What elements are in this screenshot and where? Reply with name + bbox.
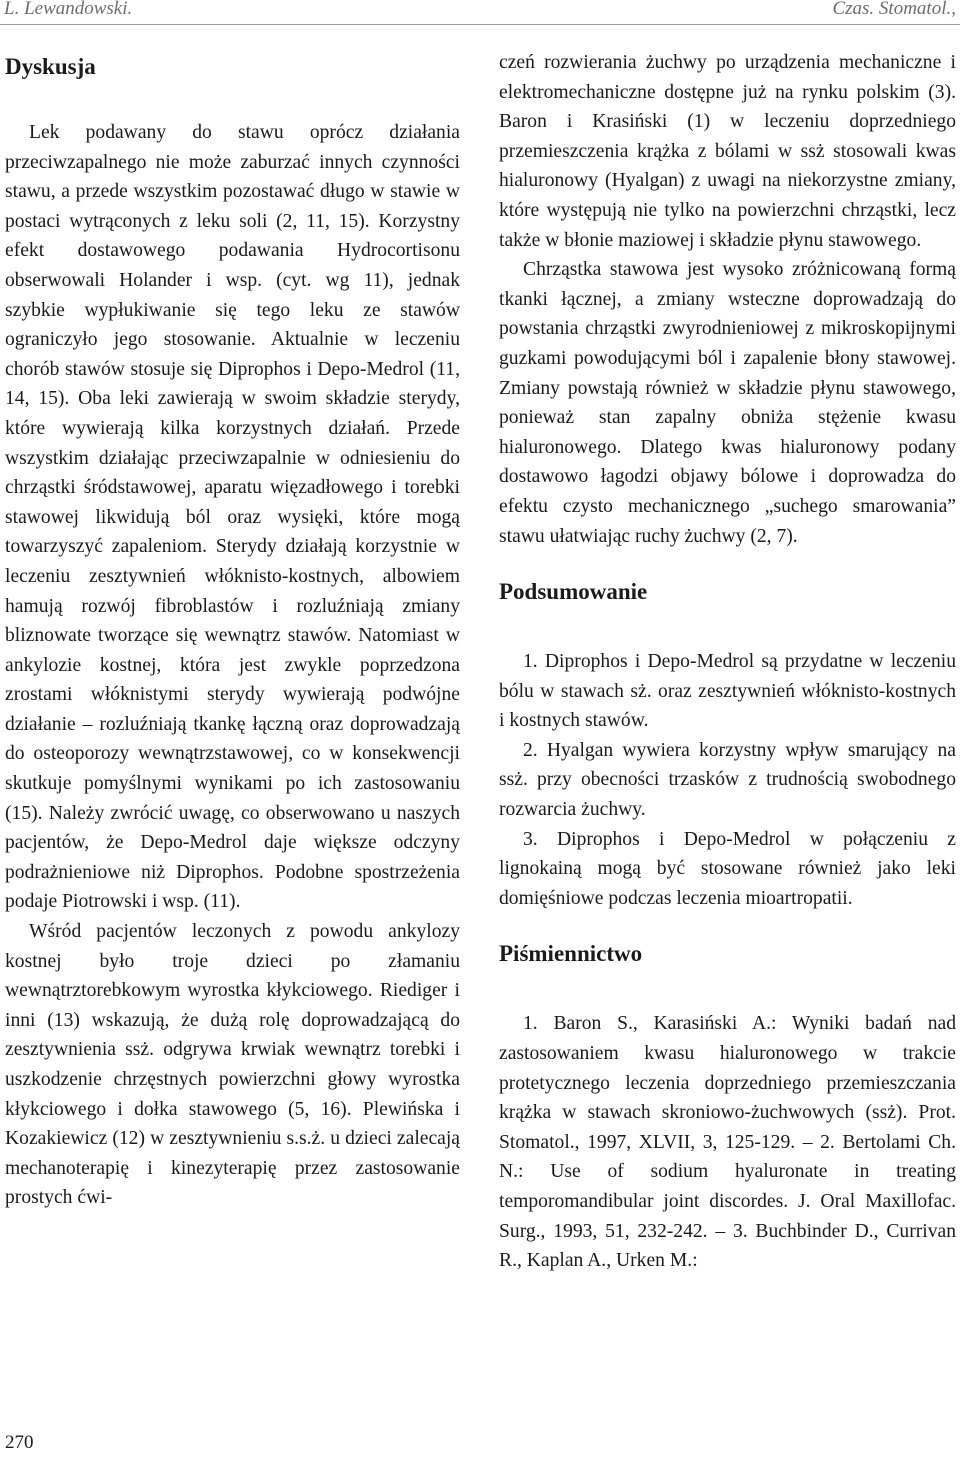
summary-item-2: 2. Hyalgan wywiera korzystny wpływ smarujący na ssż. przy obecności trzasków z trudnością swobodnego rozwarcia żuchwy. <box>499 739 956 821</box>
discussion-paragraph-3: Chrząstka stawowa jest wysoko zróżnicowaną formą tkanki łącznej, a zmiany wsteczne doprowadzają do powstania chrząstki zwyrodnieniowej z mikroskopijnymi guzkami powodującymi ból i zapalenie błony stawowej. Zmiany powstają również w składzie płynu stawowego, ponieważ stan zapalny obniża stężenie kwasu hialuronowego. Dlatego kwas hialuronowy podany dostawowo łagodzi objawy bólowe i doprowadza do efektu czysto mechanicznego „suchego smarowania” stawu ułatwiając ruchy żuchwy (2, 7). <box>499 259 956 547</box>
discussion-paragraph-1: Lek podawany do stawu oprócz działania przeciwzapalnego nie może zaburzać innych czynności stawu, a przede wszystkim pozostawać długo w stawie w postaci wytrąconych z leku soli (2, 11, 15). Korzystny efekt dostawowego podawania Hydrocortisonu obserwowali Holander i wsp. (cyt. wg 11), jednak szybkie wypłukiwanie się tego leku ze stawów ograniczyło jego stosowanie. Aktualnie w leczeniu chorób stawów stosuje się Diprophos i Depo-Medrol (11, 14, 15). Oba leki zawierają w swoim składzie sterydy, które wywierają kilka korzystnych działań. Przede wszystkim działając przeciwzapalnie w odniesieniu do chrząstki śródstawowej, aparatu więzadłowego i torebki stawowej likwidują ból oraz wysięki, które mogą towarzyszyć zapaleniom. Sterydy działają korzystnie w leczeniu zesztywnień włóknisto-kostnych, albowiem hamują rozwój fibroblastów i rozluźniają zmiany bliznowate tworzące się wewnątrz stawów. Natomiast w ankylozie kostnej, która jest zwykle poprzedzona zrostami włóknistymi sterydy wywierają podwójne działanie – rozluźniają tkankę łączną oraz doprowadzają do osteoporozy wewnątrzstawowej, co w konsekwencji skutkuje pomyślnymi wynikami po ich zastosowaniu (15). Należy zwrócić uwagę, co obserwowano u naszych pacjentów, że Depo-Medrol daje większe odczyny podrażnieniowe niż Diprophos. Podobne spostrzeżenia podaje Piotrowski i wsp. (11). <box>5 122 460 913</box>
running-header <box>4 0 956 24</box>
references-list: 1. Baron S., Karasiński A.: Wyniki badań nad zastosowaniem kwasu hialuronowego w trakcie protetycznego leczenia doprzedniego przemieszczania krążka w stawach skroniowo-żuchwowych (ssż). Prot. Stomatol., 1997, XLVII, 3, 125-129. – 2. Bertolami Ch. N.: Use of sodium hyaluronate in treating temporomandibular joint discordes. J. Oral Maxillofac. Surg., 1993, 51, 232-242. – 3. Buchbinder D., Currivan R., Kaplan A., Urken M.: <box>499 1013 956 1272</box>
discussion-paragraph-2: Wśród pacjentów leczonych z powodu ankylozy kostnej było troje dzieci po złamaniu wewnątrztorebkowym wyrostka kłykciowego. Riediger i inni (13) wskazują, że dużą rolę doprowadzającą do zesztywnienia ssż. odgrywa krwiak wewnątrz torebki i uszkodzenie chrzęstnych powierzchni głowy wyrostka kłykciowego i dołka stawowego (5, 16). Plewińska i Kozakiewicz (12) w zesztywnieniu s.s.ż. u dzieci zalecają mechanoterapię i kinezyterapię przez zastosowanie prostych ćwi- <box>5 921 460 1209</box>
heading-dyskusja: Dyskusja <box>5 54 96 79</box>
summary-item-1: 1. Diprophos i Depo-Medrol są przydatne w leczeniu bólu w stawach sż. oraz zesztywnień włóknisto-kostnych i kostnych stawów. <box>499 651 956 732</box>
header-rule <box>0 24 960 25</box>
summary-item-3: 3. Diprophos i Depo-Medrol w połączeniu z lignokainą mogą być stosowane również jako leki domięśniowe podczas leczenia mioartropatii. <box>499 828 956 909</box>
heading-pismiennictwo: Piśmiennictwo <box>499 941 643 967</box>
page-number: 270 <box>5 1432 34 1453</box>
discussion-continuation: czeń rozwierania żuchwy po urządzenia mechaniczne i elektromechaniczne dostępne już na rynku polskim (3). Baron i Krasiński (1) w leczeniu doprzedniego przemieszczenia krążka z bólami w ssż stosowali kwas hialuronowy (Hyalgan) z uwagi na niekorzystne zmiany, które występują nie tylko na powierzchni chrząstki, lecz także w błonie maziowej i składzie płynu stawowego. <box>499 52 956 251</box>
heading-podsumowanie: Podsumowanie <box>499 579 648 605</box>
header-journal: Czas. Stomatol., <box>832 0 956 19</box>
header-author: L. Lewandowski. <box>4 0 133 19</box>
left-column <box>5 48 460 1213</box>
right-column <box>499 48 956 1276</box>
